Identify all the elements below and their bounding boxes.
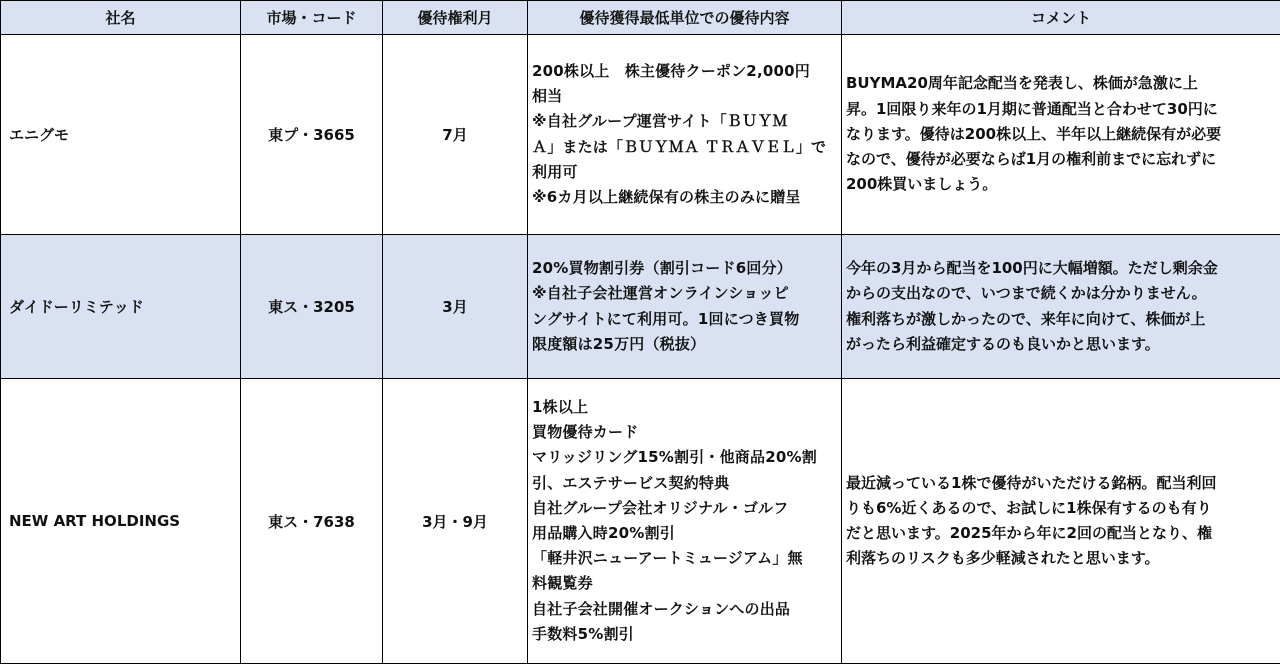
benefit-line: 20%買物割引券（割引コード6回分） (532, 259, 792, 278)
company-cell: NEW ART HOLDINGS (1, 379, 241, 664)
rights-month-cell: 3月・9月 (383, 379, 528, 664)
comment-line: なので、優待が必要ならば1月の権利前までに忘れずに (846, 150, 1217, 169)
benefit-line: 自社グループ会社オリジナル・ゴルフ (532, 498, 789, 517)
comment-line: 利落ちのリスクも多少軽減されたと思います。 (846, 549, 1160, 568)
benefit-line: 引、エステサービス契約特典 (532, 473, 730, 492)
comment-cell (842, 379, 1280, 664)
benefit-cell (528, 35, 842, 235)
comment-line: 200株買いましょう。 (846, 175, 998, 194)
comment-line: からの支出なので、いつまで続くかは分かりません。 (846, 284, 1207, 303)
comment-cell (842, 35, 1280, 235)
comment-line: 今年の3月から配当を100円に大幅増額。ただし剰余金 (846, 259, 1218, 278)
header-benefit: 優待獲得最低単位での優待内容 (528, 1, 842, 35)
benefit-line: 利用可 (532, 162, 578, 181)
comment-line: なります。優待は200株以上、半年以上継続保有が必要 (846, 124, 1222, 143)
benefit-line: 自社子会社開催オークションへの出品 (532, 599, 791, 618)
header-company: 社名 (1, 1, 241, 35)
comment-line: 権利落ちが激しかったので、来年に向けて、株価が上 (846, 309, 1206, 328)
comment-line: がったら利益確定するのも良いかと思います。 (846, 334, 1160, 353)
header-row (1, 1, 1280, 35)
table-row (1, 379, 1280, 664)
comment-line: だと思います。2025年から年に2回の配当となり、権 (846, 524, 1212, 542)
market-code-cell: 東プ・3665 (241, 35, 383, 235)
benefit-line: マリッジリング15%割引・他商品20%割 (532, 448, 817, 467)
comment-cell (842, 235, 1280, 379)
benefit-line: 1株以上 (532, 397, 589, 416)
benefit-line: 買物優待カード (532, 423, 639, 442)
benefit-line: 用品購入時20%割引 (532, 524, 675, 542)
benefit-line: 「軽井沢ニューアートミュージアム」無 (532, 549, 803, 568)
benefit-line: ングサイトにて利用可。1回につき買物 (532, 309, 800, 328)
benefit-line: 料観覧券 (532, 574, 593, 593)
comment-line: 最近減っている1株で優待がいただける銘柄。配当利回 (846, 473, 1217, 492)
comment-line: BUYMA20周年記念配当を発表し、株価が急激に上 (846, 74, 1198, 93)
comment-line: りも6%近くあるので、お試しに1株保有するのも有り (846, 498, 1212, 517)
benefit-cell (528, 379, 842, 664)
table-row (1, 35, 1280, 235)
benefit-line: 相当 (532, 87, 563, 106)
company-cell: ダイドーリミテッド (1, 235, 241, 379)
market-code-cell: 東ス・7638 (241, 379, 383, 664)
comment-line: 昇。1回限り来年の1月期に普通配当と合わせて30円に (846, 99, 1218, 118)
header-comment: コメント (842, 1, 1280, 35)
header-market-code: 市場・コード (241, 1, 383, 35)
rights-month-cell: 7月 (383, 35, 528, 235)
benefit-line: ※自社子会社運営オンラインショッピ (532, 284, 789, 303)
benefit-line: 200株以上 株主優待クーポン2,000円 (532, 61, 810, 80)
benefit-line: 限度額は25万円（税抜） (532, 334, 706, 353)
benefit-line: Ａ」または「ＢＵＹＭＡ ＴＲＡＶＥＬ」で (532, 137, 827, 156)
header-rights-month: 優待権利月 (383, 1, 528, 35)
benefit-line: ※自社グループ運営サイト「ＢＵＹＭ (532, 112, 788, 131)
table-row (1, 235, 1280, 379)
benefit-line: ※6カ月以上継続保有の株主のみに贈呈 (532, 187, 801, 206)
benefit-line: 手数料5%割引 (532, 624, 634, 643)
company-cell: エニグモ (1, 35, 241, 235)
benefit-cell (528, 235, 842, 379)
rights-month-cell: 3月 (383, 235, 528, 379)
market-code-cell: 東ス・3205 (241, 235, 383, 379)
